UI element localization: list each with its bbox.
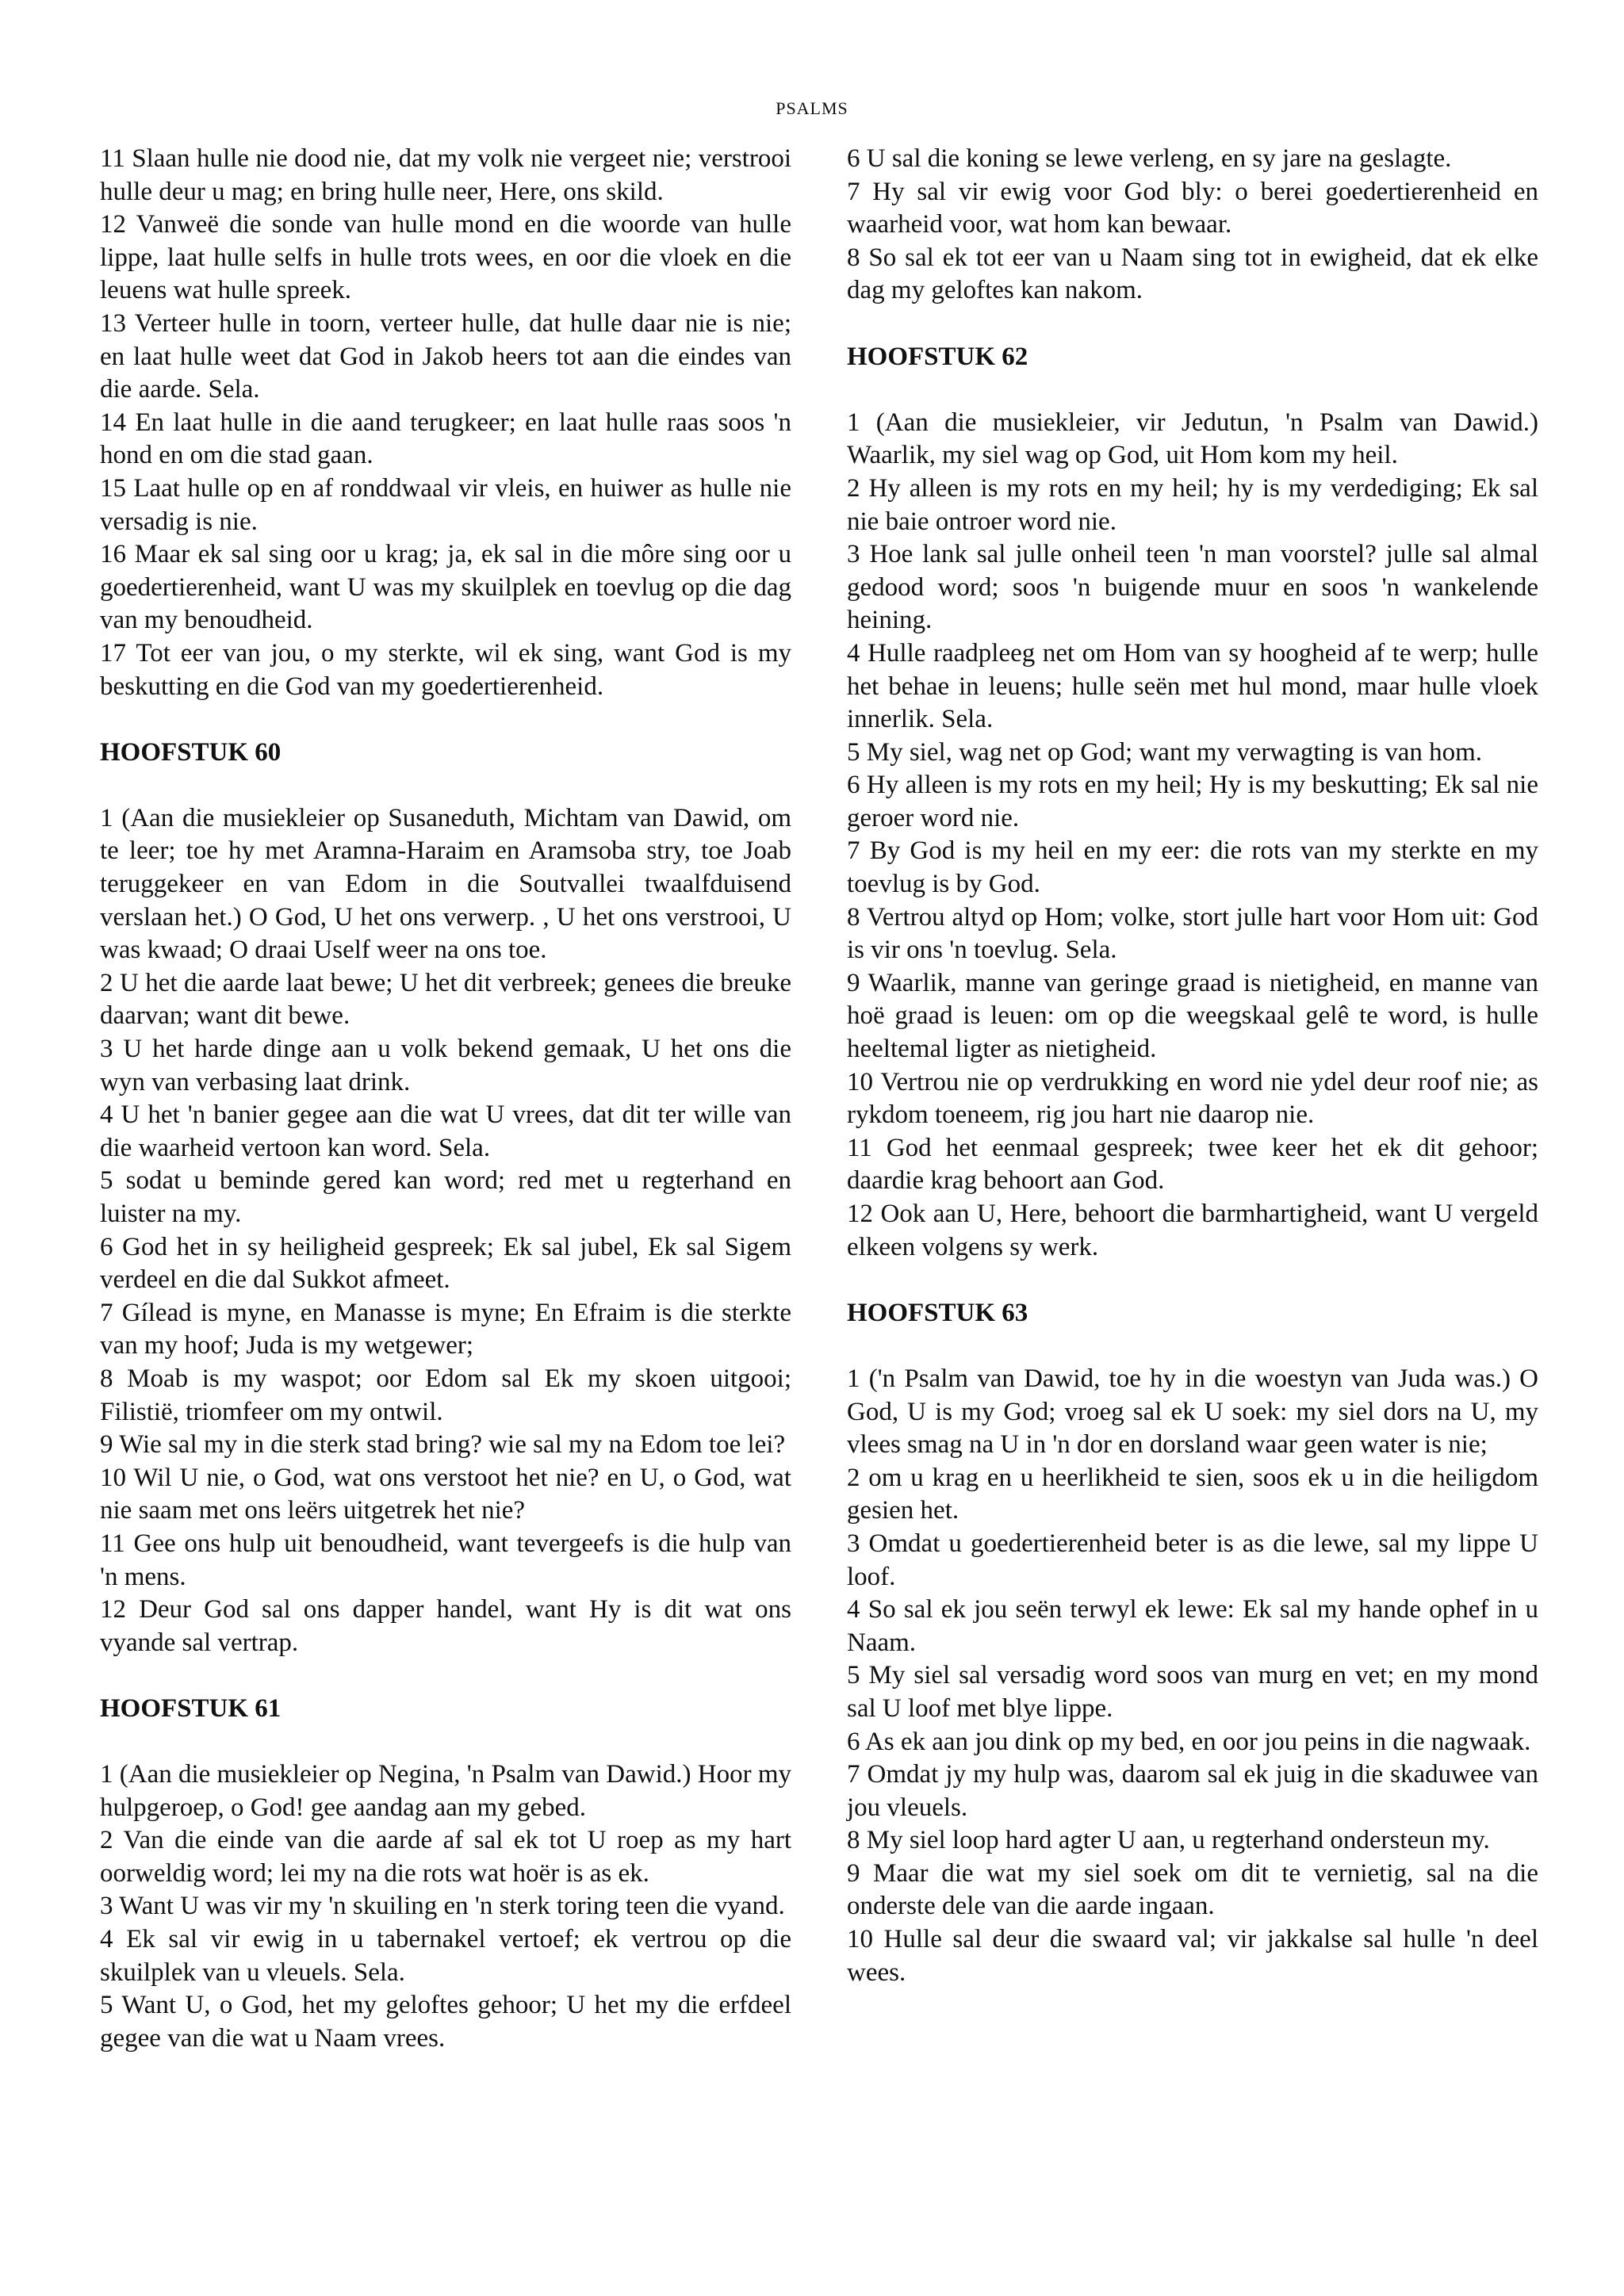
verse: 6 U sal die koning se lewe verleng, en sy jare na geslagte. bbox=[847, 144, 1452, 173]
verse: 12 Ook aan U, Here, behoort die barmhartigheid, want U vergeld elkeen volgens sy werk. bbox=[847, 1200, 1538, 1261]
chapter-heading: HOOFSTUK 61 bbox=[100, 1693, 282, 1723]
verse: 1 (Aan die musiekleier op Negina, 'n Psalm van Dawid.) Hoor my hulpgeroep, o God! gee aandag aan my gebed. bbox=[100, 1760, 792, 1822]
verse: 9 Maar die wat my siel soek om dit te vernietig, sal na die onderste dele van die aarde ingaan. bbox=[847, 1858, 1538, 1921]
verse: 12 Vanweë die sonde van hulle mond en die woorde van hulle lippe, laat hulle selfs in hulle trots wees, en oor die vloek en die leuens wat hulle spreek. bbox=[100, 210, 791, 305]
verse: 8 Vertrou altyd op Hom; volke, stort julle hart voor Hom uit: God is vir ons 'n toevlug. Sela. bbox=[847, 902, 1538, 965]
verse: 3 Omdat u goedertierenheid beter is as die lewe, sal my lippe U loof. bbox=[847, 1529, 1538, 1591]
left-column bbox=[100, 143, 791, 2055]
verse: 1 ('n Psalm van Dawid, toe hy in die woestyn van Juda was.) O God, U is my God; vroeg sal ek U soek: my siel dors na U, my vlees smag na U in 'n dor en dorsland waar geen water is nie; bbox=[847, 1364, 1538, 1460]
verse: 16 Maar ek sal sing oor u krag; ja, ek sal in die môre sing oor u goedertierenheid, want U was my skuilplek en toevlug op die dag van my benoudheid. bbox=[100, 540, 791, 635]
verse: 15 Laat hulle op en af ronddwaal vir vleis, en huiwer as hulle nie versadig is nie. bbox=[100, 473, 791, 536]
right-column bbox=[847, 143, 1538, 1989]
verse: 7 Omdat jy my hulp was, daarom sal ek juig in die skaduwee van jou vleuels. bbox=[847, 1760, 1538, 1822]
verse: 8 Moab is my waspot; oor Edom sal Ek my skoen uitgooi; Filistië, triomfeer om my ontwil. bbox=[100, 1364, 791, 1426]
verse: 7 Gílead is myne, en Manasse is myne; En Efraim is die sterkte van my hoof; Juda is my wetgewer; bbox=[100, 1298, 791, 1360]
verse: 1 (Aan die musiekleier op Susaneduth, Michtam van Dawid, om te leer; toe hy met Aramna-Haraim en Aramsoba stry, toe Joab teruggekeer en van Edom in die Soutvallei twaalfduisend verslaan het.) O God, U het ons verwerp. , U het ons verstrooi, U was kwaad; O draai Uself weer na ons toe. bbox=[100, 803, 791, 965]
verse: 10 Hulle sal deur die swaard val; vir jakkalse sal hulle 'n deel wees. bbox=[847, 1925, 1538, 1987]
verse: 4 So sal ek jou seën terwyl ek lewe: Ek sal my hande ophef in u Naam. bbox=[847, 1595, 1538, 1657]
verse: 10 Wil U nie, o God, wat ons verstoot het nie? en U, o God, wat nie saam met ons leërs uitgetrek het nie? bbox=[100, 1463, 791, 1525]
verse: 6 Hy alleen is my rots en my heil; Hy is my beskutting; Ek sal nie geroer word nie. bbox=[847, 771, 1538, 832]
verse: 3 Want U was vir my 'n skuiling en 'n sterk toring teen die vyand. bbox=[100, 1892, 785, 1921]
chapter-heading: HOOFSTUK 63 bbox=[847, 1298, 1028, 1327]
verse: 11 God het eenmaal gespreek; twee keer het ek dit gehoor; daardie krag behoort aan God. bbox=[847, 1133, 1538, 1196]
chapter-heading: HOOFSTUK 62 bbox=[847, 342, 1028, 371]
verse: 10 Vertrou nie op verdrukking en word nie ydel deur roof nie; as rykdom toeneem, rig jou hart nie daarop nie. bbox=[847, 1067, 1538, 1130]
verse: 5 Want U, o God, het my geloftes gehoor; U het my die erfdeel gegee van die wat u Naam vrees. bbox=[100, 1991, 791, 2053]
verse: 2 om u krag en u heerlikheid te sien, soos ek u in die heiligdom gesien het. bbox=[847, 1463, 1538, 1525]
verse: 8 My siel loop hard agter U aan, u regterhand ondersteun my. bbox=[847, 1826, 1490, 1855]
verse: 3 U het harde dinge aan u volk bekend gemaak, U het ons die wyn van verbasing laat drink. bbox=[100, 1035, 791, 1096]
verse: 2 Van die einde van die aarde af sal ek tot U roep as my hart oorweldig word; lei my na die rots wat hoër is as ek. bbox=[100, 1826, 791, 1888]
verse: 17 Tot eer van jou, o my sterkte, wil ek sing, want God is my beskutting en die God van my goedertierenheid. bbox=[100, 638, 791, 701]
verse: 7 Hy sal vir ewig voor God bly: o berei goedertierenheid en waarheid voor, wat hom kan bewaar. bbox=[847, 177, 1538, 239]
verse: 5 sodat u beminde gered kan word; red met u regterhand en luister na my. bbox=[100, 1166, 791, 1228]
chapter-heading: HOOFSTUK 60 bbox=[100, 737, 282, 767]
verse: 6 God het in sy heiligheid gespreek; Ek sal jubel, Ek sal Sigem verdeel en die dal Sukkot afmeet. bbox=[100, 1232, 791, 1295]
verse: 6 As ek aan jou dink op my bed, en oor jou peins in die nagwaak. bbox=[847, 1727, 1531, 1756]
verse: 4 Hulle raadpleeg net om Hom van sy hoogheid af te werp; hulle het behae in leuens; hulle seën met hul mond, maar hulle vloek innerlik. Sela. bbox=[847, 638, 1538, 734]
verse: 3 Hoe lank sal julle onheil teen 'n man voorstel? julle sal almal gedood word; soos 'n buigende muur en soos 'n wankelende heining. bbox=[847, 540, 1538, 635]
verse: 2 U het die aarde laat bewe; U het dit verbreek; genees die breuke daarvan; want dit bewe. bbox=[100, 968, 791, 1031]
verse: 4 Ek sal vir ewig in u tabernakel vertoef; ek vertrou op die skuilplek van u vleuels. Sela. bbox=[100, 1925, 791, 1987]
verse: 12 Deur God sal ons dapper handel, want Hy is dit wat ons vyande sal vertrap. bbox=[100, 1595, 791, 1657]
verse: 7 By God is my heil en my eer: die rots van my sterkte en my toevlug is by God. bbox=[847, 836, 1538, 899]
verse: 1 (Aan die musiekleier, vir Jedutun, 'n Psalm van Dawid.) Waarlik, my siel wag op God, uit Hom kom my heil. bbox=[847, 408, 1538, 470]
page-header: PSALMS bbox=[776, 98, 848, 118]
verse: 11 Slaan hulle nie dood nie, dat my volk nie vergeet nie; verstrooi hulle deur u mag; en bring hulle neer, Here, ons skild. bbox=[100, 144, 791, 206]
verse: 8 So sal ek tot eer van u Naam sing tot in ewigheid, dat ek elke dag my geloftes kan nakom. bbox=[847, 243, 1538, 305]
verse: 13 Verteer hulle in toorn, verteer hulle, dat hulle daar nie is nie; en laat hulle weet dat God in Jakob heers tot aan die eindes van die aarde. Sela. bbox=[100, 308, 791, 404]
verse: 11 Gee ons hulp uit benoudheid, want tevergeefs is die hulp van 'n mens. bbox=[100, 1529, 791, 1591]
verse: 5 My siel sal versadig word soos van murg en vet; en my mond sal U loof met blye lippe. bbox=[847, 1661, 1538, 1723]
verse: 9 Waarlik, manne van geringe graad is nietigheid, en manne van hoë graad is leuen: om op die weegskaal gelê te word, is hulle heeltemal ligter as nietigheid. bbox=[847, 968, 1538, 1064]
verse: 9 Wie sal my in die sterk stad bring? wie sal my na Edom toe lei? bbox=[100, 1430, 786, 1460]
verse: 14 En laat hulle in die aand terugkeer; en laat hulle raas soos 'n hond en om die stad gaan. bbox=[100, 408, 791, 470]
verse: 2 Hy alleen is my rots en my heil; hy is my verdediging; Ek sal nie baie ontroer word nie. bbox=[847, 473, 1538, 536]
verse: 4 U het 'n banier gegee aan die wat U vrees, dat dit ter wille van die waarheid vertoon kan word. Sela. bbox=[100, 1100, 791, 1162]
verse: 5 My siel, wag net op God; want my verwagting is van hom. bbox=[847, 737, 1483, 767]
